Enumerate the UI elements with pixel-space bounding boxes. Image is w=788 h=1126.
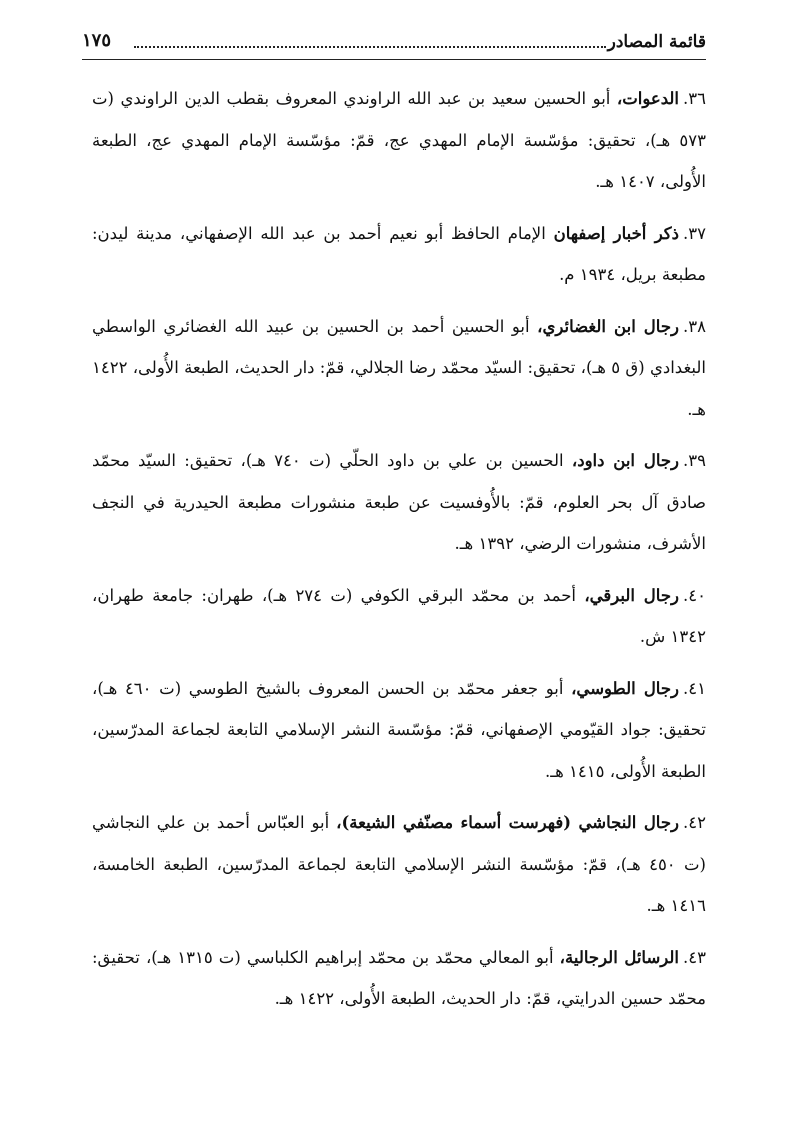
entry-number: ٤٠. (683, 585, 706, 605)
entry-text: الإمام الحافظ أبو نعيم أحمد بن عبد الله الإصفهاني، مدينة ليدن: مطبعة بريل، ١٩٣٤ م. (92, 223, 706, 284)
entry-text: أبو الحسين أحمد بن الحسين بن عبيد الله الغضائري الواسطي البغدادي (ق ٥ هـ)، تحقيق: السيّد محمّد رضا الجلالي، قمّ: دار الحديث، الطبعة الأُولى، ١٤٢٢ هـ. (92, 316, 706, 419)
bibliography-entry-41 (92, 668, 706, 793)
bibliography-entry-42 (92, 802, 706, 927)
entry-number: ٣٧. (683, 223, 706, 243)
page-header (82, 30, 706, 60)
header-rule (82, 59, 706, 60)
entry-number: ٤٢. (683, 813, 706, 832)
entry-text: الحسين بن علي بن داود الحلّي (ت ٧٤٠ هـ)، تحقيق: السيّد محمّد صادق آل بحر العلوم، قمّ: بالأُوفسيت عن طبعة منشورات مطبعة الحيدرية في النجف الأشرف، منشورات الرضي، ١٣٩٢ هـ. (92, 451, 706, 553)
entry-text: أبو جعفر محمّد بن الحسن المعروف بالشيخ الطوسي (ت ٤٦٠ هـ)، تحقيق: جواد القيّومي الإصفهاني، قمّ: مؤسّسة النشر الإسلامي التابعة لجماعة المدرّسين، الطبعة الأُولى، ١٤١٥ هـ. (92, 678, 706, 781)
bibliography-entry-38 (92, 306, 706, 431)
running-title: قائمة المصادر (607, 32, 706, 52)
entry-title: رجال الطوسي، (571, 678, 680, 698)
entry-title: الدعوات، (616, 89, 680, 108)
entry-title: رجال النجاشي (فهرست أسماء مصنّفي الشيعة)، (336, 813, 679, 832)
leader-dots (134, 34, 606, 48)
page-number: ١٧٥ (82, 30, 112, 51)
entry-text: أبو الحسين سعيد بن عبد الله الراوندي المعروف بقطب الدين الراوندي (ت ٥٧٣ هـ)، تحقيق: مؤسّسة الإمام المهدي عج، قمّ: مؤسّسة الإمام المهدي عج، الطبعة الأُولى، ١٤٠٧ هـ. (92, 89, 706, 191)
entry-title: رجال ابن الغضائري، (537, 316, 679, 336)
bibliography-entry-36 (92, 78, 706, 203)
entry-title: ذكر أخبار إصفهان (553, 223, 680, 243)
entry-text: أحمد بن محمّد البرقي الكوفي (ت ٢٧٤ هـ)، طهران: جامعة طهران، ١٣٤٢ ش. (92, 585, 706, 646)
entry-number: ٣٨. (683, 316, 706, 336)
bibliography-list (92, 78, 706, 1030)
entry-title: رجال البرقي، (584, 585, 679, 605)
entry-title: رجال ابن داود، (571, 451, 680, 470)
entry-number: ٤١. (683, 678, 706, 698)
entry-title: الرسائل الرجالية، (559, 947, 680, 967)
entry-text: أبو العبّاس أحمد بن علي النجاشي (ت ٤٥٠ هـ)، قمّ: مؤسّسة النشر الإسلامي التابعة لجماعة المدرّسين، الطبعة الخامسة، ١٤١٦ هـ. (92, 813, 706, 915)
entry-text: أبو المعالي محمّد بن محمّد إبراهيم الكلباسي (ت ١٣١٥ هـ)، تحقيق: محمّد حسين الدرايتي، قمّ: دار الحديث، الطبعة الأُولى، ١٤٢٢ هـ. (92, 947, 706, 1008)
bibliography-entry-43 (92, 937, 706, 1020)
entry-number: ٣٩. (683, 451, 707, 470)
bibliography-entry-39 (92, 440, 706, 565)
bibliography-entry-40 (92, 575, 706, 658)
bibliography-entry-37 (92, 213, 706, 296)
entry-number: ٣٦. (683, 89, 706, 108)
entry-number: ٤٣. (683, 947, 706, 967)
